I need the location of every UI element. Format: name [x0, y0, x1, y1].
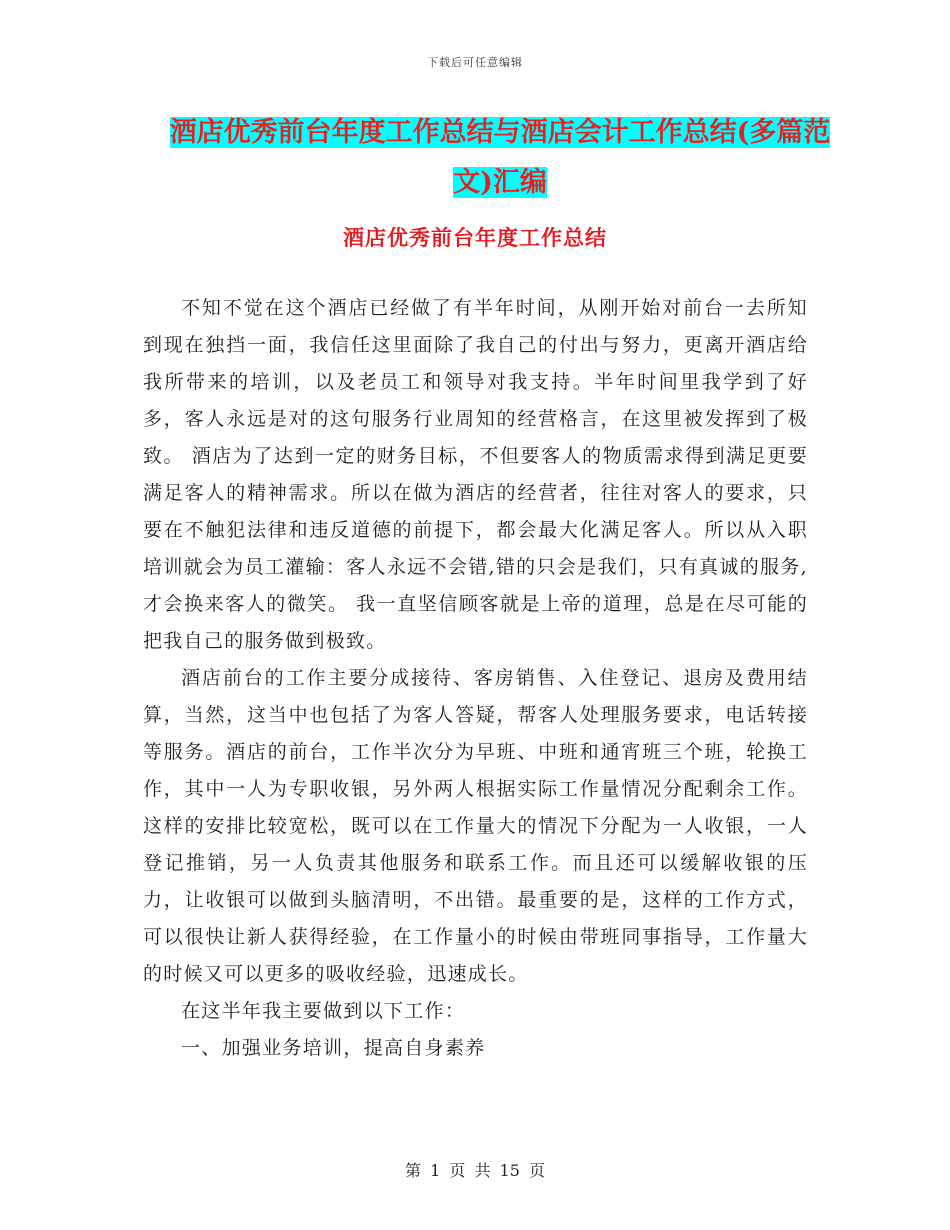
section-title: 酒店优秀前台年度工作总结: [343, 225, 607, 250]
paragraph: 在这半年我主要做到以下工作：: [181, 1000, 466, 1022]
paragraph: 不知不觉在这个酒店已经做了有半年时间，从刚开始对前台一去所知到现在独挡一面，我信任这里面除了我自己的付出与努力，更离开酒店给我所带来的培训，以及老员工和领导对我支持。半年时间里我学到了好多，客人永远是对的这句服务行业周知的经营格言，在这里被发挥到了极致。 酒店为了达到一定的财务目标，不但要客人的物质需求得到满足更要满足客人的精神需求。所以在做为酒店的经营者，往往对客人的要求，只要在不触犯法律和违反道德的前提下，都会最大化满足客人。所以从入职培训就会为员工灌输：客人永远不会错,错的只会是我们，只有真诚的服务,才会换来客人的微笑。 我一直坚信顾客就是上帝的道理，总是在尽可能的把我自己的服务做到极致。: [143, 297, 808, 652]
page-number-footer: 第 1 页 共 15 页: [405, 1161, 545, 1180]
page-header-note: 下载后可任意编辑: [427, 56, 523, 69]
document-title-text: 酒店优秀前台年度工作总结与酒店会计工作总结(多篇范文)汇编: [169, 117, 831, 198]
paragraph-heading: 一、加强业务培训，提高自身素养: [181, 1037, 486, 1059]
document-title: [150, 108, 850, 208]
document-body: [143, 290, 808, 1067]
paragraph: 酒店前台的工作主要分成接待、客房销售、入住登记、退房及费用结算，当然，这当中也包括了为客人答疑，帮客人处理服务要求，电话转接等服务。酒店的前台，工作半次分为早班、中班和通宵班三个班，轮换工作，其中一人为专职收银，另外两人根据实际工作量情况分配剩余工作。这样的安排比较宽松，既可以在工作量大的情况下分配为一人收银，一人登记推销，另一人负责其他服务和联系工作。而且还可以缓解收银的压力，让收银可以做到头脑清明，不出错。最重要的是，这样的工作方式，可以很快让新人获得经验，在工作量小的时候由带班同事指导，工作量大的时候又可以更多的吸收经验，迅速成长。: [143, 667, 808, 985]
